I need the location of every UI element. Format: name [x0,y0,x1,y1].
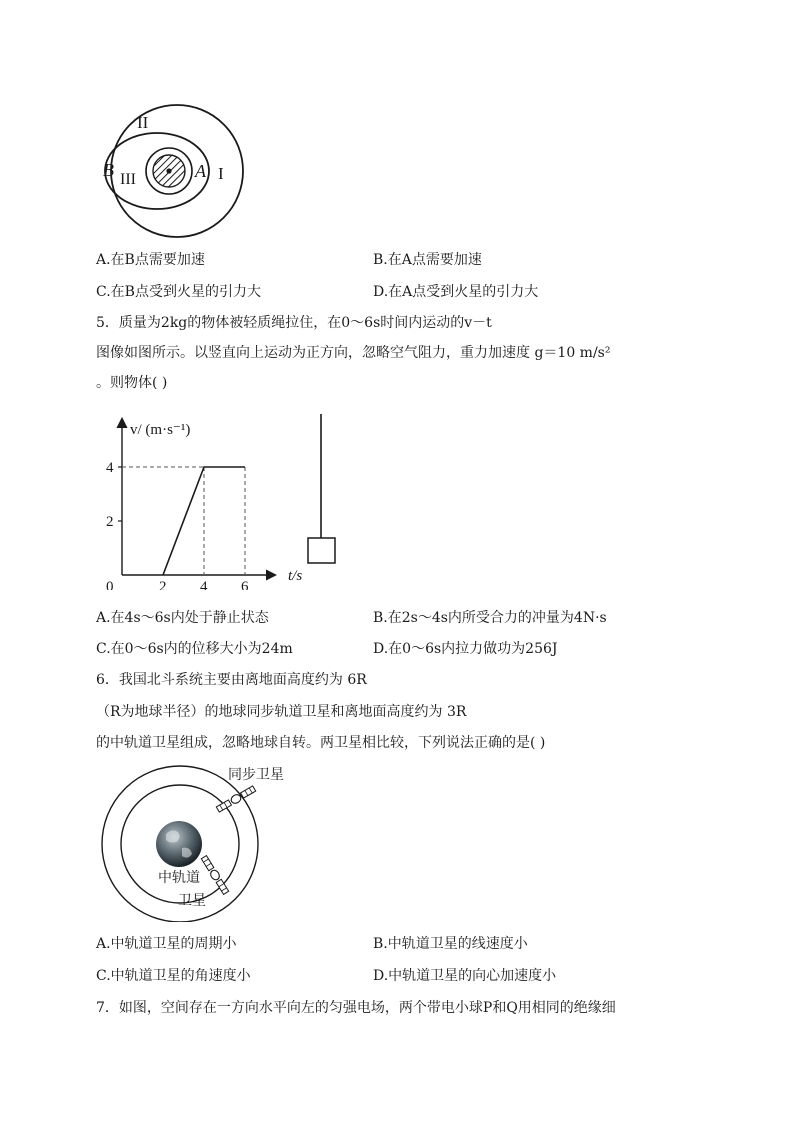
mars-orbit-figure [92,100,252,240]
x-tick-label-1: 2 [159,579,167,590]
satellite-orbit-figure [96,762,296,922]
q4-option-b: B.在A点需要加速 [373,252,482,268]
y-axis-label: v/ (m·s⁻¹) [130,422,191,438]
chart-axes [118,423,272,576]
chart-tick-labels [106,460,249,590]
q5-stem-line-1: 5．质量为2kg的物体被轻质绳拉住，在0～6s时间内运动的v－t [96,315,492,331]
q6-option-d: D.中轨道卫星的向心加速度小 [373,968,557,984]
label-synchronous-satellite: 同步卫星 [228,768,284,783]
q5-option-a: A.在4s～6s内处于静止状态 [96,610,269,626]
box [308,538,335,563]
label-medium-orbit-satellite: 卫星 [178,894,206,909]
q4-option-d: D.在A点受到火星的引力大 [373,284,539,300]
q5-stem-line-2: 图像如图所示。以竖直向上运动为正方向，忽略空气阻力，重力加速度 g＝10 m/s² [96,345,611,361]
q4-option-a: A.在B点需要加速 [96,252,205,268]
q6-option-c: C.中轨道卫星的角速度小 [96,968,251,984]
q6-option-b: B.中轨道卫星的线速度小 [373,936,528,952]
rope-box-figure [300,410,350,575]
x-axis-label: t/s [288,568,303,584]
mars-center [166,168,171,173]
q5-option-d: D.在0～6s内拉力做功为256J [373,641,558,657]
x-tick-label-0: 0 [106,579,114,590]
label-medium-orbit: 中轨道 [158,871,200,886]
q5-stem-line-3: 。则物体( ) [96,375,168,391]
q6-stem-line-1: 6．我国北斗系统主要由离地面高度约为 6R [96,672,367,688]
x-tick-label-3: 6 [241,579,249,590]
q5-option-c: C.在0～6s内的位移大小为24m [96,641,293,657]
q6-stem-line-3: 的中轨道卫星组成，忽略地球自转。两卫星相比较，下列说法正确的是( ) [96,735,546,751]
q6-option-a: A.中轨道卫星的周期小 [96,936,237,952]
q7-stem-line-1: 7．如图，空间存在一方向水平向左的匀强电场，两个带电小球P和Q用相同的绝缘细 [96,1000,616,1016]
label-orbit-i: I [218,164,224,183]
q6-stem-line-2: （R为地球半径）的地球同步轨道卫星和离地面高度约为 3R [96,704,467,720]
medium-orbit-satellite-icon [200,855,229,895]
q4-option-c: C.在B点受到火星的引力大 [96,284,261,300]
label-point-a: A [195,161,206,181]
q5-option-b: B.在2s～4s内所受合力的冲量为4N·s [373,610,607,626]
label-point-b: B [103,160,114,180]
label-orbit-iii: III [120,171,136,188]
y-tick-label-1: 4 [106,460,114,476]
y-tick-label-0: 2 [106,514,114,530]
earth-icon [156,821,202,867]
label-orbit-ii: II [137,113,149,132]
x-tick-label-2: 4 [200,579,208,590]
